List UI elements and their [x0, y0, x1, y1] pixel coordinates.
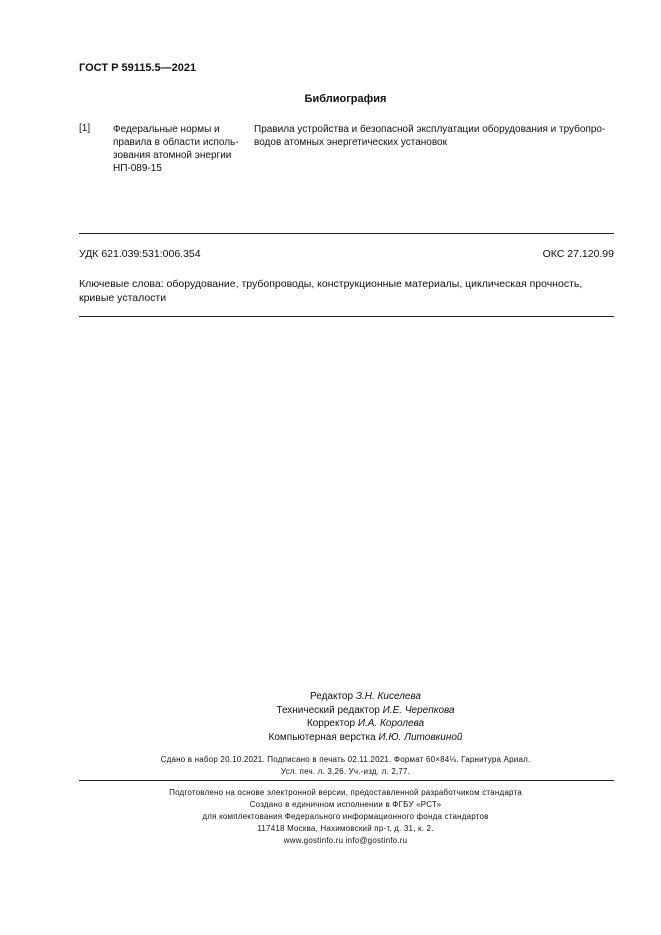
bibliography-entry-number: [1]	[79, 123, 91, 134]
standard-designation: ГОСТ Р 59115.5—2021	[79, 62, 197, 74]
publication-info	[0, 754, 661, 778]
oks-code: ОКС 27.120.99	[542, 248, 614, 260]
keywords	[79, 277, 619, 305]
footer	[0, 787, 661, 847]
divider-top	[79, 233, 614, 234]
credit-person: И.Ю. Литовкиной	[378, 731, 463, 743]
keywords-line: Ключевые слова: оборудование, трубопроводы, конструкционные материалы, циклическая прочность,	[79, 278, 583, 290]
divider-footer	[79, 780, 614, 781]
bibliography-entry-document	[113, 123, 253, 175]
credits	[0, 690, 661, 744]
credit-layout	[70, 731, 661, 745]
divider-keywords	[79, 316, 614, 317]
credit-person: З.Н. Киселева	[355, 691, 421, 702]
credit-role: Компьютерная верстка	[268, 731, 376, 743]
footer-line: для комплектования Федерального информационного фонда стандартов	[202, 812, 489, 821]
footer-line: Подготовлено на основе электронной версии, предоставленной разработчиком стандарта	[169, 788, 522, 797]
bibliography-title: Библиография	[304, 93, 387, 105]
publication-line: Сдано в набор 20.10.2021. Подписано в печать 02.11.2021. Формат 60×84⅛. Гарнитура Ариал.	[160, 755, 531, 764]
credit-role: Корректор	[306, 718, 356, 729]
credit-role: Технический редактор	[276, 704, 380, 716]
document-line: НП-089-15	[113, 163, 162, 174]
title-line: Правила устройства и безопасной эксплуатации оборудования и трубопро-	[254, 124, 606, 135]
udk-code: УДК 621.039:531:006.354	[79, 248, 201, 260]
document-line: Федеральные нормы и	[113, 124, 220, 135]
bibliography-entry-title	[254, 123, 624, 149]
footer-line: 117418 Москва, Нахимовский пр-т, д. 31, к. 2.	[257, 824, 434, 833]
footer-line: www.gostinfo.ru info@gostinfo.ru	[283, 836, 408, 845]
document-line: зования атомной энергии	[113, 150, 232, 161]
credit-tech-editor	[70, 704, 661, 718]
credit-person: И.Е. Черепкова	[382, 704, 455, 716]
document-line: правила в области исполь-	[113, 137, 239, 148]
credit-person: И.А. Королева	[357, 718, 425, 729]
credit-proofreader	[70, 717, 661, 731]
credit-editor	[70, 690, 661, 704]
title-line: водов атомных энергетических установок	[254, 137, 447, 148]
keywords-line: кривые усталости	[79, 292, 167, 304]
publication-line: Усл. печ. л. 3,26. Уч.-изд. л. 2,77.	[280, 767, 411, 776]
footer-line: Создано в единичном исполнении в ФГБУ «РСТ»	[249, 800, 442, 809]
credit-role: Редактор	[310, 691, 354, 702]
